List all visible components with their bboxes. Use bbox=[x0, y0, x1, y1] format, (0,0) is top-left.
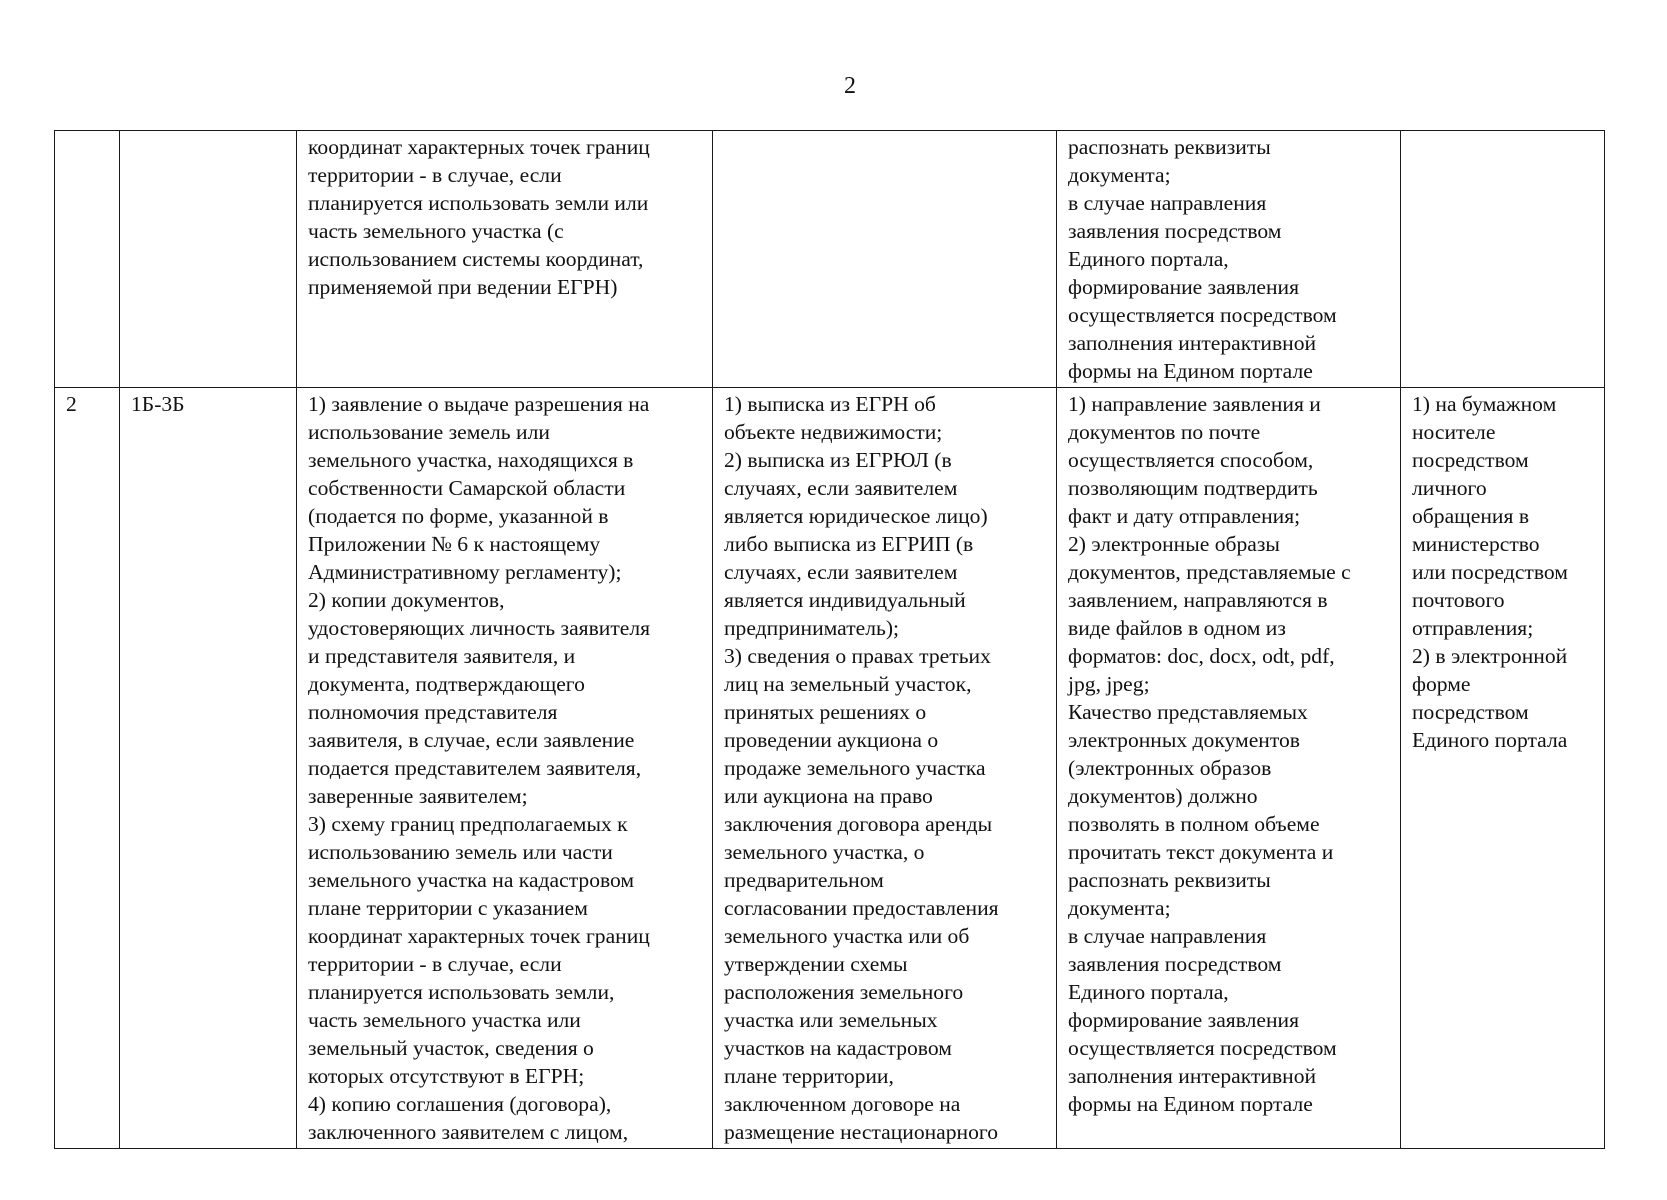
cell-submission-method: 1) на бумажном носителе посредством личного обращения в министерство или посредством почтового отправления; 2) в электронной форме посредством Единого портала bbox=[1401, 388, 1605, 1149]
cell-interagency-documents bbox=[713, 131, 1057, 388]
cell-code bbox=[120, 131, 297, 388]
cell-code: 1Б-3Б bbox=[120, 388, 297, 1149]
table-row bbox=[55, 388, 1605, 1149]
cell-submission-method bbox=[1401, 131, 1605, 388]
cell-number: 2 bbox=[55, 388, 120, 1149]
cell-submission-requirements: распознать реквизиты документа; в случае направления заявления посредством Единого портала, формирование заявления осуществляется посредством заполнения интерактивной формы на Едином портале bbox=[1057, 131, 1401, 388]
documents-table bbox=[54, 130, 1605, 1149]
page-number: 2 bbox=[844, 73, 856, 99]
cell-submission-requirements: 1) направление заявления и документов по почте осуществляется способом, позволяющим подтвердить факт и дату отправления; 2) электронные образы документов, представляемые с заявлением, направляются в виде файлов в одном из форматов: doc, docx, odt, pdf, jpg, jpeg; Качество представляемых электронных документов (электронных образов документов) должно позволять в полном объеме прочитать текст документа и распознать реквизиты документа; в случае направления заявления посредством Единого портала, формирование заявления осуществляется посредством заполнения интерактивной формы на Едином портале bbox=[1057, 388, 1401, 1149]
cell-documents: координат характерных точек границ территории - в случае, если планируется использовать земли или часть земельного участка (с использованием системы координат, применяемой при ведении ЕГРН) bbox=[297, 131, 713, 388]
cell-number bbox=[55, 131, 120, 388]
cell-documents: 1) заявление о выдаче разрешения на использование земель или земельного участка, находящихся в собственности Самарской области (подается по форме, указанной в Приложении № 6 к настоящему Административному регламенту); 2) копии документов, удостоверяющих личность заявителя и представителя заявителя, и документа, подтверждающего полномочия представителя заявителя, в случае, если заявление подается представителем заявителя, заверенные заявителем; 3) схему границ предполагаемых к использованию земель или части земельного участка на кадастровом плане территории с указанием координат характерных точек границ территории - в случае, если планируется использовать земли, часть земельного участка или земельный участок, сведения о которых отсутствуют в ЕГРН; 4) копию соглашения (договора), заключенного заявителем с лицом, bbox=[297, 388, 713, 1149]
table-row bbox=[55, 131, 1605, 388]
cell-interagency-documents: 1) выписка из ЕГРН об объекте недвижимости; 2) выписка из ЕГРЮЛ (в случаях, если заявителем является юридическое лицо) либо выписка из ЕГРИП (в случаях, если заявителем является индивидуальный предприниматель); 3) сведения о правах третьих лиц на земельный участок, принятых решениях о проведении аукциона о продаже земельного участка или аукциона на право заключения договора аренды земельного участка, о предварительном согласовании предоставления земельного участка или об утверждении схемы расположения земельного участка или земельных участков на кадастровом плане территории, заключенном договоре на размещение нестационарного bbox=[713, 388, 1057, 1149]
